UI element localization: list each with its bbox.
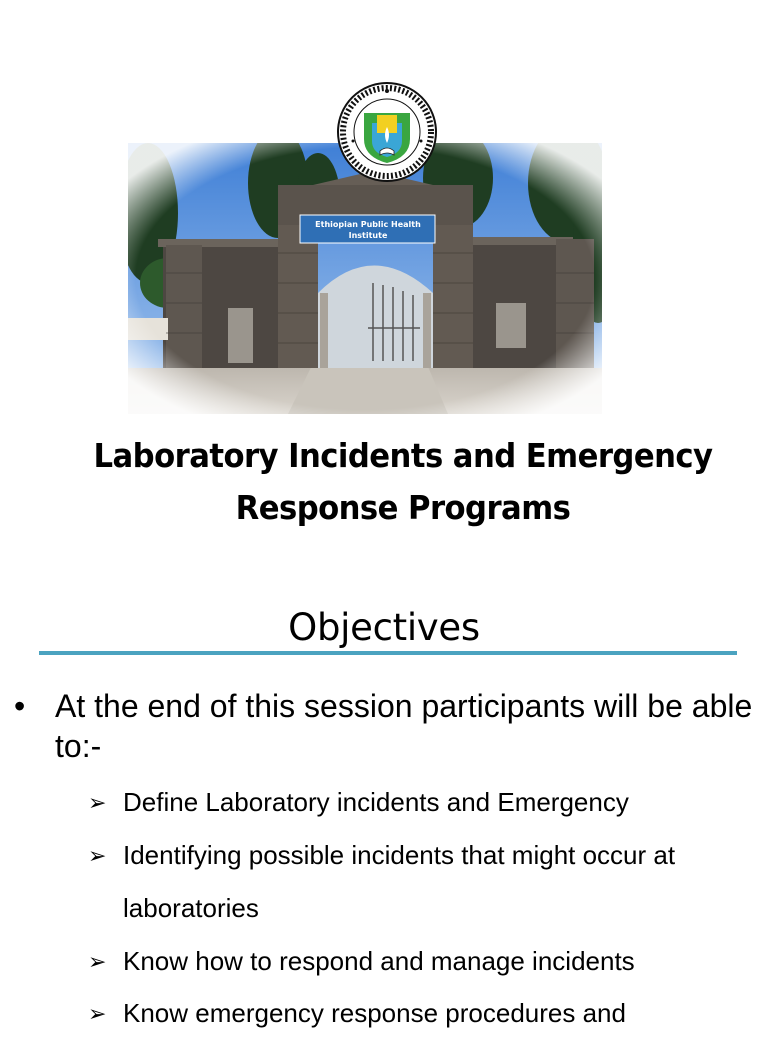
objectives-heading: Objectives: [288, 606, 480, 649]
slide-title-line-2: Response Programs: [235, 488, 571, 527]
heading-divider: [39, 651, 737, 655]
bullet-dot-icon: •: [14, 688, 26, 724]
slide-title: [65, 430, 740, 534]
institute-gate-photo: [128, 143, 602, 414]
main-bullet-text: At the end of this session participants will be able to:-: [55, 688, 753, 764]
arrow-bullet-icon: ➢: [88, 949, 107, 974]
sub-bullet: [88, 987, 748, 1040]
sub-bullet: [88, 935, 748, 988]
arrow-bullet-icon: ➢: [88, 843, 107, 868]
sub-bullet: [88, 829, 748, 935]
slide-title-line-1: Laboratory Incidents and Emergency: [93, 436, 713, 475]
sub-bullet-text: Define Laboratory incidents and Emergency: [123, 787, 629, 817]
main-bullet: [14, 686, 754, 766]
sub-bullet: [88, 776, 748, 829]
sub-bullet-text: Identifying possible incidents that might occur at laboratories: [123, 840, 676, 923]
sub-bullet-text: Know emergency response procedures and: [123, 998, 626, 1028]
arrow-bullet-icon: ➢: [88, 790, 107, 815]
arrow-bullet-icon: ➢: [88, 1001, 107, 1026]
institute-seal-logo: [336, 81, 438, 183]
sub-bullet-text: Know how to respond and manage incidents: [123, 946, 635, 976]
